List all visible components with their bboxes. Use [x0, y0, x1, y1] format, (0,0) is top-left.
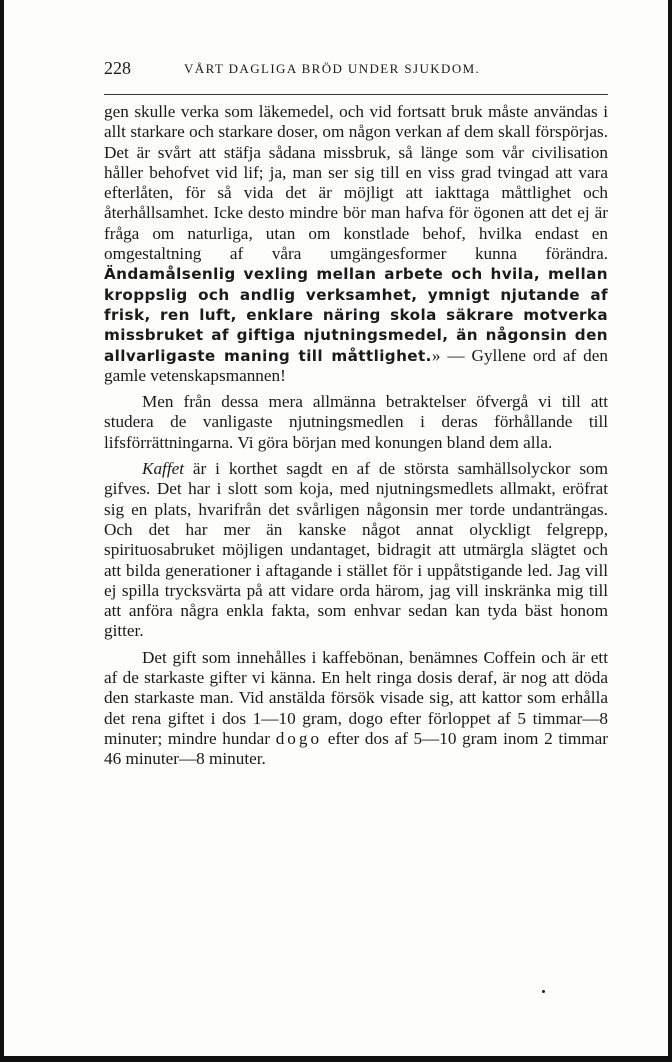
scan-border-bottom [0, 1056, 672, 1062]
paragraph-text: efter dos af 5—10 gram inom 2 timmar 46 minuter—8 minuter. [104, 728, 609, 769]
page-number: 228 [104, 58, 131, 78]
body-text [104, 102, 608, 770]
emphasized-text: Ändamålsenlig vexling mellan arbete och hvila, mellan kroppslig och andlig verksamhet, ymnigt njutande af frisk, ren luft, enklare näring skola säkrare motverka missbruket af giftiga njutningsmedel, än någonsin den allvarligaste maning till måttlighet. [104, 265, 608, 365]
paragraph-text: » — Gyllene ord af den gamle vetenskapsmannen! [104, 345, 608, 385]
paragraph-text: är i korthet sagdt en af de största samhällsolyckor som gifves. Det har i slott som koja, med njutningsmedlets allmakt, eröfrat sig en plats, hvarifrån det svårligen någonsin mer torde undanträngas. Och det har mer än kanske något annat olyckligt felgrepp, spirituosabruket möjligen undantaget, bidragit att utmärgla slägtet och att bilda generationer i aftagande i stället för i uppåtstigande led. Jag vill ej spilla trycksvärta på att vidare orda härom, jag vill inskränka mig till att anföra några enkla fakta, som enhvar sedan kan tyda bäst honom gitter. [104, 459, 608, 641]
header-rule [104, 94, 608, 95]
spaced-text: dogo [275, 728, 323, 748]
scan-border-right [668, 0, 672, 1062]
paragraph-text: Men från dessa mera allmänna betraktelser öfvergå vi till att studera de vanligaste njutningsmedlen i deras förhållande till lifsförrättningarna. Vi göra början med konungen bland dem alla. [104, 392, 608, 452]
italic-term: Kaffet [142, 459, 185, 479]
print-speck [542, 990, 545, 993]
running-title: VÅRT DAGLIGA BRÖD UNDER SJUKDOM. [184, 61, 481, 76]
paragraph-text: Det gift som innehålles i kaffebönan, benämnes Coffein och är ett af de starkaste gifter vi känna. En helt ringa dosis deraf, är nog att döda den starkaste man. Vid anstälda försök visade sig, att kattor som erhålla det rena giftet i dos 1—10 gram, dogo efter förloppet af 5 timmar—8 minuter; mindre hundar [104, 647, 608, 748]
paragraph-text: gen skulle verka som läkemedel, och vid fortsatt bruk måste användas i allt starkare och starkare doser, om någon verkan af dem skall förspörjas. Det är svårt att stäfja sådana missbruk, så länge som vår civilisation håller behofvet vid lif; ja, man ser sig till en viss grad tvingad att vara efterlåten, för så vida det är möjligt att iakttaga måttlighet och återhållsamhet. Icke desto mindre bör man hafva för ögonen att det ej är fråga om naturliga, utan om konstlade behof, hvilka endast en omgestaltning af våra umgängesformer kunna förändra. [104, 102, 608, 264]
paragraph-caffeine [104, 648, 608, 770]
paragraph [104, 392, 608, 453]
paragraph-continuation [104, 102, 608, 386]
paragraph-coffee [104, 459, 608, 642]
page-header [104, 58, 608, 82]
scan-border-left [0, 0, 4, 1062]
